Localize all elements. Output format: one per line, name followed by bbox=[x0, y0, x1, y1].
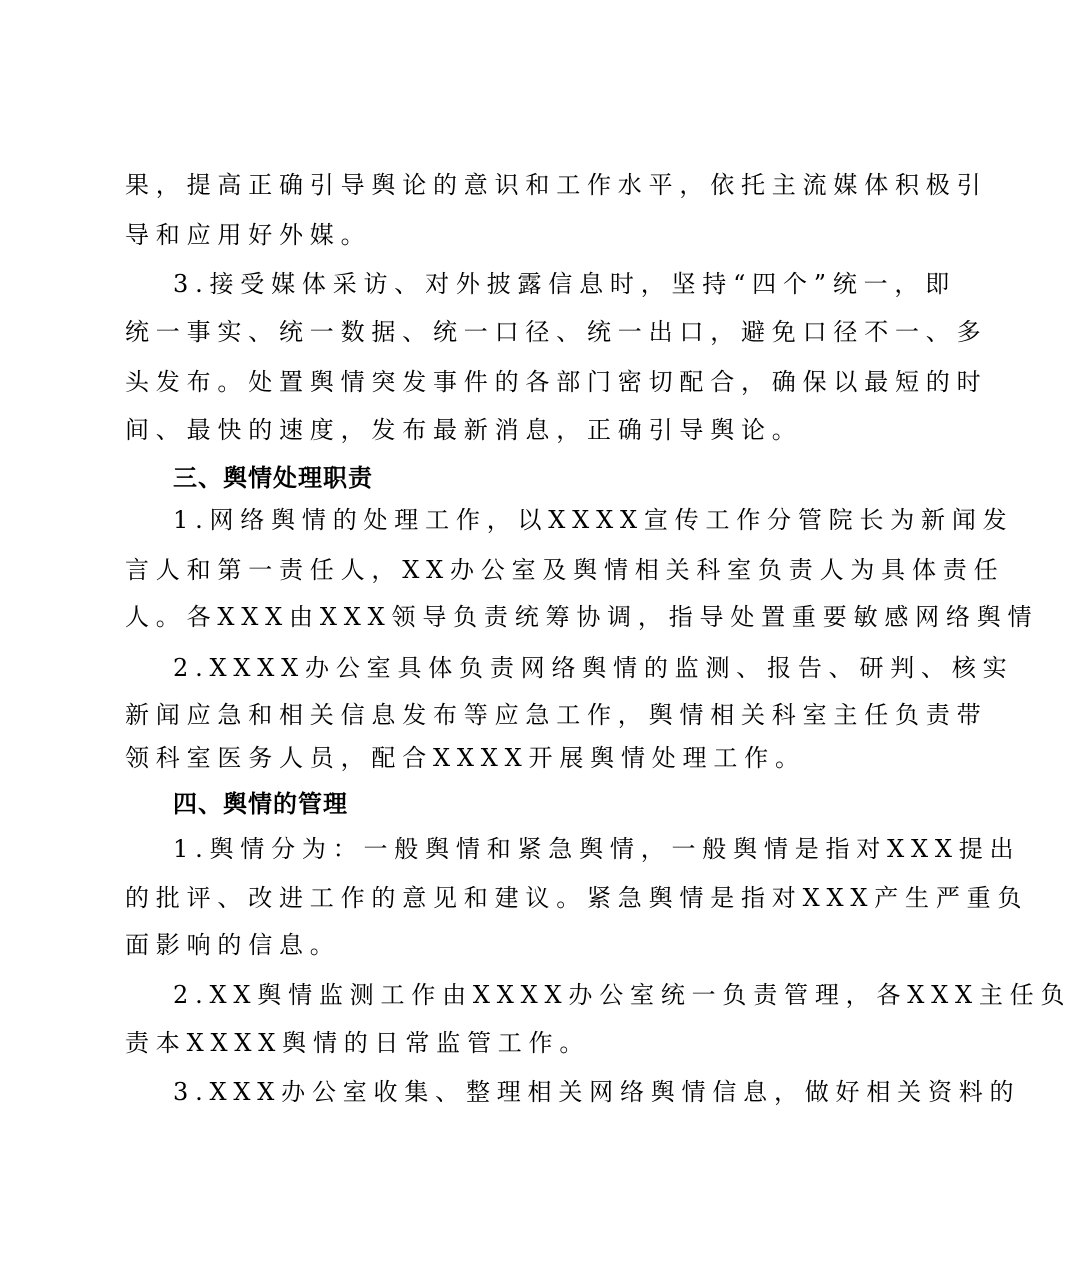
paragraph-line: 1.网络舆情的处理工作，以XXXX宣传工作分管院长为新闻发 bbox=[173, 506, 1014, 534]
paragraph-line: 新闻应急和相关信息发布等应急工作，舆情相关科室主任负责带 bbox=[125, 701, 988, 729]
paragraph-line: 的批评、改进工作的意见和建议。紧急舆情是指对XXX产生严重负 bbox=[125, 884, 1029, 912]
paragraph-line: 领科室医务人员，配合XXXX开展舆情处理工作。 bbox=[125, 744, 806, 772]
paragraph-line: 3.XXX办公室收集、整理相关网络舆情信息，做好相关资料的 bbox=[173, 1078, 1021, 1106]
paragraph-line: 间、最快的速度，发布最新消息，正确引导舆论。 bbox=[125, 416, 803, 444]
paragraph-line: 面影响的信息。 bbox=[125, 931, 341, 959]
paragraph-line: 2.XXXX办公室具体负责网络舆情的监测、报告、研判、核实 bbox=[173, 654, 1014, 682]
section-heading-3: 三、舆情处理职责 bbox=[173, 464, 373, 492]
paragraph-line: 言人和第一责任人，XX办公室及舆情相关科室负责人为具体责任 bbox=[125, 556, 1005, 584]
paragraph-line: 导和应用好外媒。 bbox=[125, 221, 372, 249]
paragraph-line: 头发布。处置舆情突发事件的各部门密切配合，确保以最短的时 bbox=[125, 368, 988, 396]
section-heading-4: 四、舆情的管理 bbox=[173, 790, 348, 818]
paragraph-line: 3.接受媒体采访、对外披露信息时，坚持“四个”统一，即 bbox=[173, 270, 957, 298]
paragraph-line: 果，提高正确引导舆论的意识和工作水平，依托主流媒体积极引 bbox=[125, 171, 988, 199]
paragraph-line: 统一事实、统一数据、统一口径、统一出口，避免口径不一、多 bbox=[125, 318, 988, 346]
paragraph-line: 人。各XXX由XXX领导负责统筹协调，指导处置重要敏感网络舆情 bbox=[125, 603, 1039, 631]
paragraph-line: 责本XXXX舆情的日常监管工作。 bbox=[125, 1029, 591, 1057]
paragraph-line: 2.XX舆情监测工作由XXXX办公室统一负责管理，各XXX主任负 bbox=[173, 981, 1072, 1009]
paragraph-line: 1.舆情分为：一般舆情和紧急舆情，一般舆情是指对XXX提出 bbox=[173, 835, 1021, 863]
